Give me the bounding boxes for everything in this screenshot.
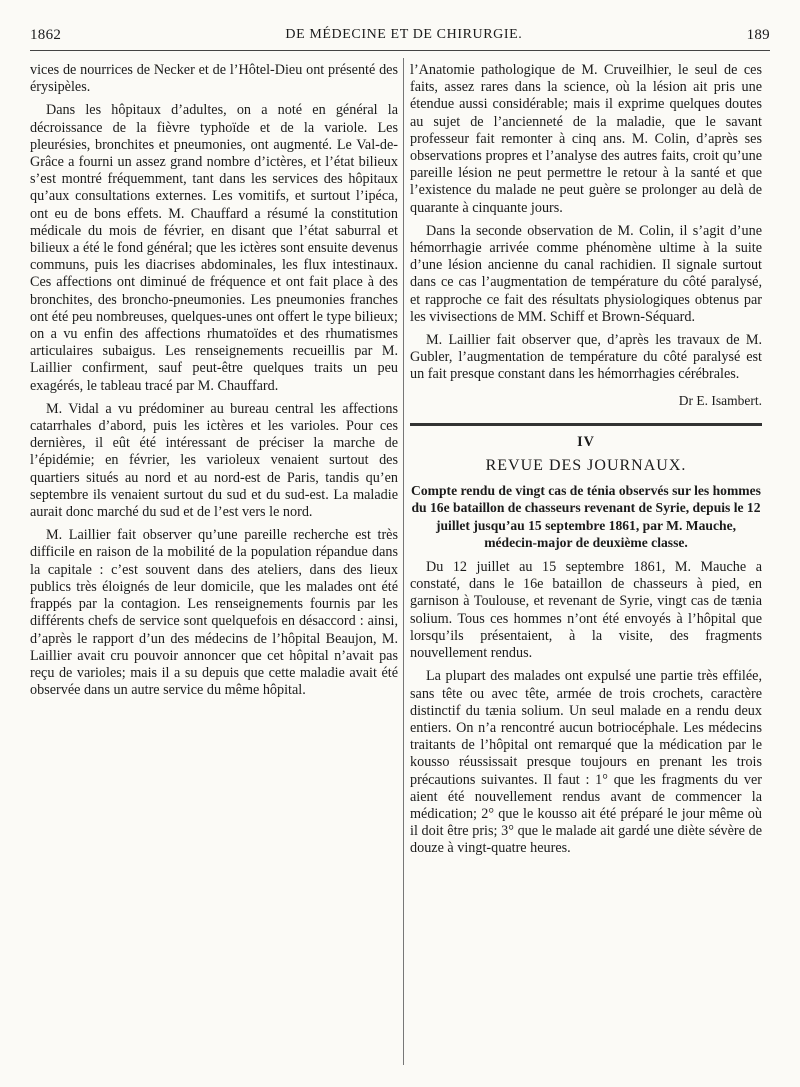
article-title: Compte rendu de vingt cas de ténia observés sur les hommes du 16e bataillon de chasseurs revenant de Syrie, depuis le 12 juillet jusqu’au 15 septembre 1861, par M. Mauche, médecin-major de deuxième classe.: [411, 483, 761, 550]
header-year: 1862: [30, 26, 62, 43]
right-paragraph: Du 12 juillet au 15 septembre 1861, M. Mauche a constaté, dans le 16e bataillon de chasseurs à pied, en garnison à Toulouse, et revenant de Syrie, vingt cas de tænia solium. Tous ces hommes n’ont été envoyés à l’hôpital que lorsqu’ils présentaient, à la visite, des fragments nouvellement rendus.: [410, 559, 762, 662]
header-title: DE MÉDECINE ET DE CHIRURGIE.: [285, 27, 523, 42]
right-paragraph: l’Anatomie pathologique de M. Cruveilhier, le seul de ces faits, assez rares dans la science, où la lésion ait pris une étendue aussi considérable; mais il exprime quelques doutes au sujet de l’ancienneté de la maladie, que le savant professeur fait remonter à cinq ans. M. Colin, d’après ses observations propres et l’analyse des autres faits, croit qu’une pareille lésion ne peut permettre le retour à la santé et que l’existence du malade ne peut guère se prolonger au delà de quarante à cinquante jours.: [410, 62, 762, 216]
left-column: [30, 62, 398, 1065]
signature: Dr E. Isambert.: [678, 392, 762, 408]
page-header: [30, 22, 770, 48]
header-rule: [30, 50, 770, 51]
section-number: IV: [577, 433, 595, 450]
left-paragraph: Dans les hôpitaux d’adultes, on a noté en général la décroissance de la fièvre typhoïde et de la variole. Les pleurésies, bronchites et pneumonies, ont augmenté. Le Val-de-Grâce a fourni un assez grand nombre d’ictères, et l’état bilieux s’est montré fréquemment, tant dans les services des hôpitaux qu’aux consultations externes. Les vomitifs, et surtout l’ipéca, ont eu de bons effets. M. Chauffard a résumé la constitution médicale du mois de février, en disant que l’état saburral et bilieux a été le fond général; que les ictères sont ensuite devenus communs, puis les diacrises abdominales, les flux intestinaux. Ces affections ont diminué de fréquence et ont fait place à des bronchites, des broncho-pneumonies. Les pneumonies franches ont été peu nombreuses, quelques-unes ont offert le type bilieux; on a vu enfin des affections rhumatoïdes et des rhumatismes articulaires subaigus. Les renseignements recueillis par M. Laillier confirment, sauf peut-être quelques traits un peu exagérés, le tableau tracé par M. Chauffard.: [30, 102, 398, 394]
left-paragraph: M. Vidal a vu prédominer au bureau central les affections catarrhales d’abord, puis les ictères et les varioles. Pour ces dernières, il eût été intéressant de préciser la marche de l’épidémie; en février, les varioleux venaient surtout des quartiers situés au nord et au nord-est de Paris, tandis qu’en septembre ils venaient surtout du sud et du sud-est. La maladie aurait donc marché du sud et de l’est vers le nord.: [30, 400, 398, 521]
column-divider: [403, 58, 404, 1065]
section-title: REVUE DES JOURNAUX.: [485, 457, 687, 475]
right-paragraph: M. Laillier fait observer que, d’après les travaux de M. Gubler, l’augmentation de température du côté paralysé est un fait presque constant dans les hémorrhagies cérébrales.: [410, 332, 762, 383]
right-column: [410, 62, 762, 1065]
right-paragraph: Dans la seconde observation de M. Colin, il s’agit d’une hémorrhagie arrivée comme phénomène ultime à la suite d’une lésion ancienne du canal rachidien. Il signale surtout dans ce cas l’augmentation de température du côté paralysé, et rapproche ce fait des résultats physiologiques obtenus par les vivisections de MM. Schiff et Brown-Séquard.: [410, 222, 762, 325]
right-paragraph: La plupart des malades ont expulsé une partie très effilée, sans tête ou avec tête, armée de trois crochets, caractère distinctif du tænia solium. Un seul malade en a rendu deux entiers. On n’a rencontré aucun botriocéphale. Les médecins traitants de l’hôpital ont remarqué que la médication par le kousso réussissait presque toujours en prenant les trois précautions suivantes. Il faut : 1° que les fragments du ver aient été nouvellement rendus avant de commencer la médication; 2° que le kousso ait été préparé le jour même où il doit être pris; 3° que le malade ait gardé une diète sévère de douze à vingt-quatre heures.: [410, 668, 762, 857]
left-paragraph: M. Laillier fait observer qu’une pareille recherche est très difficile en raison de la mobilité de la population répandue dans la capitale : c’est souvent dans des ateliers, dans des lieux publics très éloignés de leur domicile, que les malades ont été frappés par la contagion. Les renseignements fournis par les différents chefs de service sont quelquefois en désaccord : ainsi, d’après le rapport d’un des médecins de l’hôpital Beaujon, M. Laillier avait cru pouvoir annoncer que cet hôpital n’avait pas reçu de varioles; mais il a su depuis que cette maladie avait été observée dans un autre service du même hôpital.: [30, 527, 398, 699]
page-number: 189: [746, 26, 770, 43]
left-paragraph: vices de nourrices de Necker et de l’Hôtel-Dieu ont présenté des érysipèles.: [30, 62, 398, 96]
section-rule: [410, 423, 762, 426]
